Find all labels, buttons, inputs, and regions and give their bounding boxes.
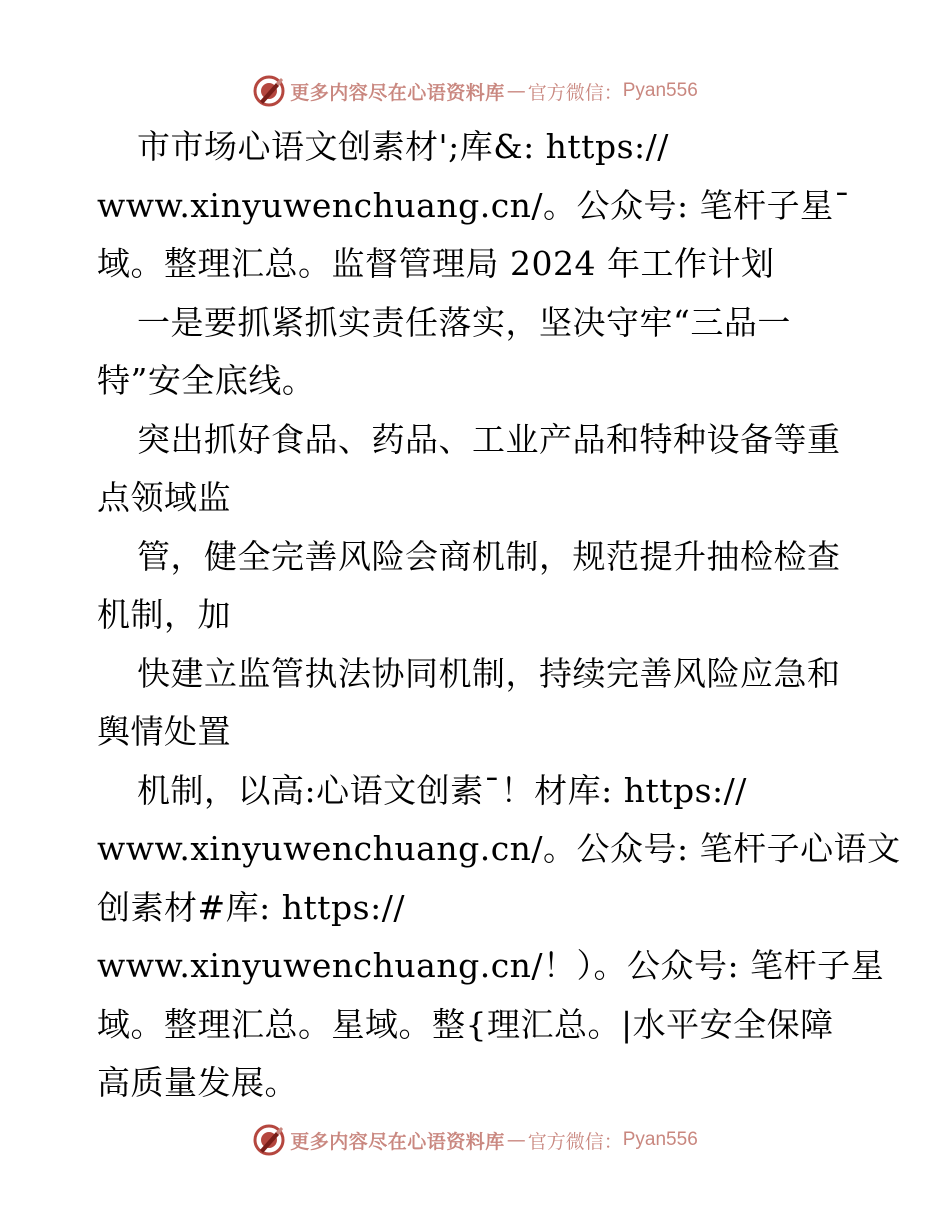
- text-line: 突出抓好食品、药品、工业产品和特种设备等重: [137, 419, 841, 459]
- text-line: 一是要抓紧抓实责任落实，坚决守牢“三品一: [137, 302, 791, 342]
- pen-seal-logo-icon: [252, 74, 286, 108]
- text-line: www.xinyuwenchuang.cn/。公众号: 笔杆子星¯: [97, 185, 851, 225]
- banner-wechat-label: 官方微信：: [527, 81, 623, 104]
- banner-wechat-id: Pyan556: [622, 80, 698, 101]
- text-line: 域。整理汇总。星域。整{理汇总。|水平安全保障: [97, 1004, 834, 1044]
- banner-wechat-id: Pyan556: [622, 1129, 698, 1150]
- document-body: [97, 118, 901, 1113]
- text-line: 舆情处置: [97, 712, 231, 751]
- text-line: www.xinyuwenchuang.cn/！）。公众号: 笔杆子星: [97, 946, 885, 985]
- header-banner: [0, 71, 950, 111]
- banner-separator: —: [506, 1129, 526, 1151]
- footer-banner: [0, 1120, 950, 1160]
- text-line: 机制，以高:心语文创素¯！材库: https://: [137, 770, 747, 810]
- text-line: 机制，加: [97, 595, 231, 634]
- banner-wechat-label: 官方微信：: [527, 1130, 623, 1153]
- banner-slogan: 更多内容尽在心语资料库: [290, 81, 505, 104]
- text-line: 市市场心语文创素材';库&: https://: [137, 127, 669, 166]
- text-line: 创素材#库: https://: [97, 887, 405, 927]
- banner-slogan: 更多内容尽在心语资料库: [290, 1130, 505, 1153]
- banner-separator: —: [506, 80, 526, 102]
- text-line: 特”安全底线。: [97, 361, 316, 400]
- text-line: 点领域监: [97, 478, 231, 517]
- text-line: 快建立监管执法协同机制，持续完善风险应急和: [137, 653, 841, 693]
- text-line: www.xinyuwenchuang.cn/。公众号: 笔杆子心语文: [97, 829, 901, 868]
- pen-seal-logo-icon: [252, 1123, 286, 1157]
- text-line: 高质量发展。: [97, 1063, 298, 1102]
- text-line: 域。整理汇总。监督管理局 2024 年工作计划: [97, 244, 775, 283]
- text-line: 管，健全完善风险会商机制，规范提升抽检检查: [137, 536, 841, 576]
